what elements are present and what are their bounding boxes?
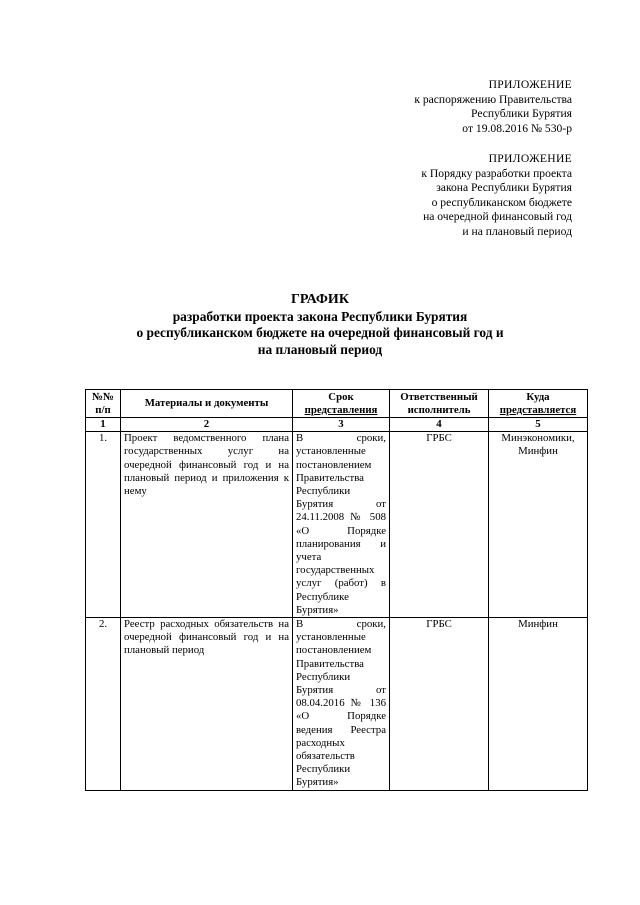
title-line: на плановый период [257, 341, 383, 357]
column-number: 3 [293, 418, 390, 432]
row-executor: ГРБС [390, 618, 489, 791]
column-number: 5 [489, 418, 588, 432]
attachment-line: Республики Бурятия [471, 107, 572, 121]
attachment-heading: ПРИЛОЖЕНИЕ [488, 78, 572, 91]
column-number: 2 [121, 418, 293, 432]
table-header-row [86, 390, 588, 418]
row-materials: Реестр расходных обязательств на очередной финансовый год и на плановый период [121, 618, 293, 791]
attachment-line: от 19.08.2016 № 530-р [462, 121, 572, 135]
row-materials: Проект ведомственного плана государственных услуг на очередной финансовый год и на плановый период и приложения к нему [121, 432, 293, 618]
row-deadline: В сроки, установленные постановлением Правительства Республики Бурятия от 08.04.2016 № 136 «О Порядке ведения Реестра расходных обязательств Республики Бурятия» [293, 618, 390, 791]
header-deadline: Срок представления [293, 390, 390, 418]
attachment-line: на очередной финансовый год [423, 210, 572, 224]
attachment-block-1 [414, 78, 572, 136]
column-number-row [86, 418, 588, 432]
attachment-line: о республиканском бюджете [431, 195, 572, 209]
header-materials: Материалы и документы [121, 390, 293, 418]
header-executor: Ответственный исполнитель [390, 390, 489, 418]
row-number: 1. [86, 432, 121, 618]
row-destination: Минфин [489, 618, 588, 791]
attachment-heading: ПРИЛОЖЕНИЕ [488, 152, 572, 165]
title-line: разработки проекта закона Республики Бурятия [172, 308, 468, 324]
column-number: 4 [390, 418, 489, 432]
column-number: 1 [86, 418, 121, 432]
schedule-table [85, 389, 588, 791]
document-title [0, 292, 640, 358]
header-number: №№ п/п [86, 390, 121, 418]
attachment-line: и на плановый период [462, 224, 572, 238]
attachment-line: закона Республики Бурятия [436, 181, 572, 195]
header-destination: Куда представляется [489, 390, 588, 418]
attachment-line: к распоряжению Правительства [414, 92, 572, 106]
row-destination: Минэкономики, Минфин [489, 432, 588, 618]
attachment-block-2 [421, 152, 572, 240]
title-line: о республиканском бюджете на очередной финансовый год и [136, 325, 504, 340]
row-deadline: В сроки, установленные постановлением Правительства Республики Бурятия от 24.11.2008 № 508 «О Порядке планирования и учета государственных услуг (работ) в Республике Бурятия» [293, 432, 390, 618]
table-row [86, 618, 588, 791]
title-main: ГРАФИК [291, 292, 349, 307]
row-number: 2. [86, 618, 121, 791]
table-row [86, 432, 588, 618]
attachment-line: к Порядку разработки проекта [421, 166, 572, 180]
row-executor: ГРБС [390, 432, 489, 618]
